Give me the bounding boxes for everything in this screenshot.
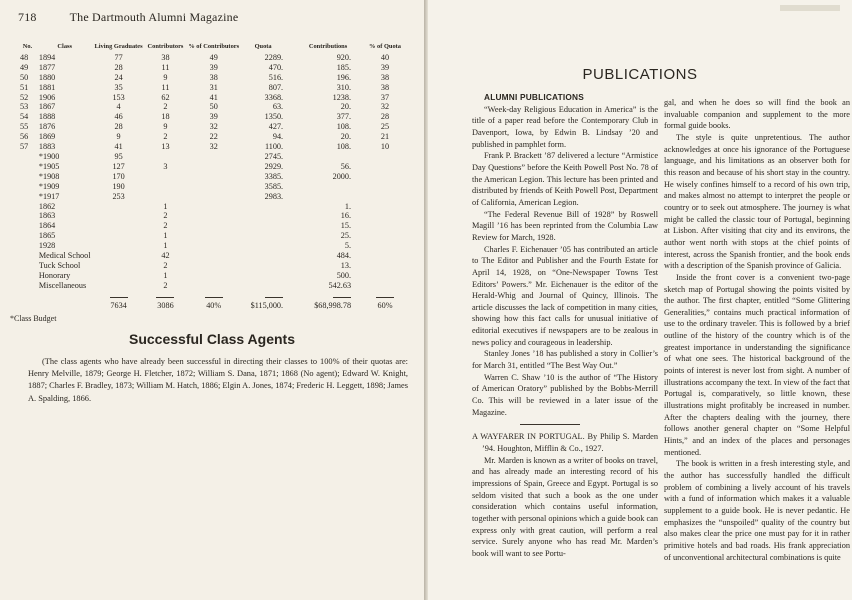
table-cell: 1869 (38, 132, 56, 142)
table-cell (18, 231, 37, 241)
col-header: No. (22, 43, 33, 50)
table-cell: 46 (114, 112, 123, 122)
table-cell: 39 (209, 62, 218, 72)
table-row (18, 132, 403, 142)
table-row (18, 241, 403, 251)
paragraph: “The Federal Revenue Bill of 1928” by Roswell Magill ’16 has been reprinted from the Columbia Law Review for March, 1928. (472, 209, 658, 242)
table-cell (367, 202, 403, 212)
table-cell: 1350. (264, 112, 284, 122)
table-cell: 2 (163, 260, 168, 270)
table-cell: 196. (336, 72, 352, 82)
table-cell (241, 281, 303, 291)
table-cell (241, 221, 303, 231)
table-cell: 1863 (38, 211, 56, 221)
table-cell: 127 (112, 161, 125, 171)
table-cell (241, 231, 303, 241)
table-cell (367, 261, 403, 271)
table-cell: 2 (163, 132, 168, 142)
table-cell (186, 271, 241, 281)
table-cell (303, 182, 367, 192)
table-cell: 2 (163, 221, 168, 231)
table-cell: 11 (161, 82, 170, 92)
table-cell (367, 162, 403, 172)
table-cell: 18 (161, 112, 170, 122)
table-cell: 3368. (264, 92, 284, 102)
table-cell (18, 182, 37, 192)
footnote: *Class Budget (10, 314, 57, 323)
table-cell: 484. (336, 251, 352, 261)
table-cell (367, 211, 403, 221)
table-cell: 42 (161, 251, 170, 261)
table-cell: 55 (20, 122, 29, 132)
table-cell: 24 (114, 72, 123, 82)
table-cell: 38 (380, 72, 390, 82)
table-cell: 807. (268, 82, 284, 92)
table-cell: 1883 (38, 142, 56, 152)
table-cell: 38 (161, 52, 170, 62)
table-cell (241, 202, 303, 212)
table-cell: 56. (340, 161, 352, 171)
table-cell: 3 (163, 161, 168, 171)
table-cell: 1876 (38, 122, 56, 132)
table-cell (367, 231, 403, 241)
table-cell: 11 (161, 62, 170, 72)
table-cell: *1917 (38, 191, 60, 201)
review-heading: A WAYFARER IN PORTUGAL. By Philip S. Marden ’94. Houghton, Mifflin & Co., 1927. (472, 432, 658, 454)
table-cell (18, 172, 37, 182)
table-cell (186, 192, 241, 202)
table-cell: 62 (161, 92, 170, 102)
table-cell: 39 (209, 112, 218, 122)
table-cell: 190 (112, 181, 125, 191)
table-cell: 1 (163, 231, 168, 241)
totals-row (18, 301, 403, 311)
table-row (18, 112, 403, 122)
table-cell: 94. (272, 132, 284, 142)
total-rule-row (18, 291, 403, 301)
table-cell (18, 162, 37, 172)
table-cell: 9 (163, 72, 168, 82)
table-cell: 50 (209, 102, 218, 112)
table-cell (367, 192, 403, 202)
table-cell: 1865 (38, 231, 56, 241)
table-cell (145, 152, 187, 162)
table-cell: 2289. (264, 52, 284, 62)
table-cell (186, 202, 241, 212)
table-cell (186, 221, 241, 231)
table-cell (145, 192, 187, 202)
table-row (18, 271, 403, 281)
table-cell (93, 211, 145, 221)
table-cell (18, 281, 37, 291)
table-cell (145, 182, 187, 192)
table-cell: 77 (114, 52, 123, 62)
table-cell: 1864 (38, 221, 56, 231)
paragraph: Warren C. Shaw ’10 is the author of “The History of American Oratory” published by the Bobbs-Merrill Co. This will be reviewed in a later issue of the Magazine. (472, 372, 658, 417)
col-header: Contributions (308, 43, 348, 50)
table-cell: 427. (268, 122, 284, 132)
left-page (0, 0, 424, 600)
table-cell: 9 (116, 132, 121, 142)
table-cell (18, 261, 37, 271)
table-cell: 1888 (38, 112, 56, 122)
table-cell: 16. (340, 211, 352, 221)
table-cell: 5. (344, 241, 352, 251)
table-cell: 20. (340, 132, 352, 142)
table-cell (186, 172, 241, 182)
table-cell: 1100. (264, 142, 284, 152)
table-row (18, 211, 403, 221)
table-cell (18, 241, 37, 251)
table-cell: 170 (112, 171, 125, 181)
divider (520, 424, 580, 425)
table-cell: 153 (112, 92, 125, 102)
table-cell (18, 221, 37, 231)
total-cell: 60% (377, 300, 393, 310)
table-cell (18, 152, 37, 162)
table-cell: 108. (336, 142, 352, 152)
table-cell (367, 251, 403, 261)
table-cell (303, 192, 367, 202)
table-cell: 2983. (264, 191, 284, 201)
table-cell: 377. (336, 112, 352, 122)
table-cell (18, 211, 37, 221)
table-cell: 48 (20, 52, 29, 62)
table-cell (145, 172, 187, 182)
table-cell: 542.63 (328, 280, 352, 290)
table-cell (186, 152, 241, 162)
table-row (18, 53, 403, 63)
table-cell: 2745. (264, 151, 284, 161)
table-cell: 41 (114, 142, 123, 152)
table-cell (93, 261, 145, 271)
table-cell: 470. (268, 62, 284, 72)
table-cell: 920. (336, 52, 352, 62)
table-cell: Tuck School (38, 260, 81, 270)
table-cell: 2000. (332, 171, 352, 181)
section-text: (The class agents who have already been successful in directing their classes to 100% of their quotas are: Henry Melville, 1879; George H. Fletcher, 1872; William S. Dana, 1871; 1868 (No agent); Edward W. Knight, 1887; Charles F. Bradley, 1873; William M. Hatch, 1886; Elgin A. Jones, 1874; Frederic H. Leggett, 1898; James A. Spalding, 1866. (28, 357, 408, 403)
table-cell: 253 (112, 191, 125, 201)
table-row (18, 202, 403, 212)
table-cell: 2 (163, 211, 168, 221)
table-cell: 57 (20, 142, 29, 152)
paragraph: Inside the front cover is a convenient two-page sketch map of Portugal showing the points visited by the author. The first chapter, entitled “Some Glittering Generalities,” contains much practical information of use to the ordinary traveler. This is followed by a brief outline of the history of the country which is of the greatest importance in understanding the significance of what one sees. The historical background of the points of interest is never lost from sight. A number of illustrations accompany the text. In view of the fact that Portugal is, comparatively, so little known, these illustrations might profitably be increased in number. After the chapters dealing with the journey, there follows another general chapter on “Some Helpful Hints,” and an index of the places and personages mentioned. (664, 272, 850, 457)
table-cell (93, 251, 145, 261)
table-cell (18, 271, 37, 281)
table-cell: 31 (209, 82, 218, 92)
table-cell (303, 152, 367, 162)
table-cell: 4 (116, 102, 121, 112)
table-cell: 9 (163, 122, 168, 132)
running-header (18, 10, 238, 25)
table-cell: 1 (163, 201, 168, 211)
table-cell: 1877 (38, 62, 56, 72)
table-cell: 53 (20, 102, 29, 112)
table-cell: 63. (272, 102, 284, 112)
total-cell: $115,000. (250, 300, 284, 310)
table-cell: 54 (20, 112, 29, 122)
quota-table (18, 42, 403, 310)
paragraph: Stanley Jones ’18 has published a story in Collier’s for March 31, entitled “The Best Way Out.” (472, 349, 658, 371)
table-cell: 51 (20, 82, 29, 92)
table-cell (241, 241, 303, 251)
table-cell: *1900 (38, 151, 60, 161)
col-header: % of Contributors (188, 43, 240, 50)
table-body (18, 53, 403, 311)
table-row (18, 63, 403, 73)
table-cell: 185. (336, 62, 352, 72)
table-cell: 1 (163, 270, 168, 280)
col-header: Class (57, 43, 72, 50)
table-cell (241, 261, 303, 271)
table-cell: 10 (380, 142, 390, 152)
table-cell: 13. (340, 260, 352, 270)
table-cell: 13 (161, 142, 170, 152)
table-cell (93, 281, 145, 291)
table-cell (367, 172, 403, 182)
table-cell (93, 241, 145, 251)
table-cell: 1862 (38, 201, 56, 211)
table-cell (93, 221, 145, 231)
table-cell: *1908 (38, 171, 60, 181)
table-cell: 1880 (38, 72, 56, 82)
table-cell: 1894 (38, 52, 56, 62)
table-cell (18, 192, 37, 202)
table-cell: 38 (209, 72, 218, 82)
table-cell: 40 (380, 52, 390, 62)
running-head-title: The Dartmouth Alumni Magazine (69, 10, 239, 24)
table-row (18, 261, 403, 271)
table-row (18, 182, 403, 192)
table-cell: 1238. (332, 92, 352, 102)
col-header: Contributors (147, 43, 184, 50)
table-cell: 39 (380, 62, 390, 72)
table-cell: 37 (380, 92, 390, 102)
table-cell: *1905 (38, 161, 60, 171)
table-cell: 28 (114, 122, 123, 132)
table-cell: 25 (380, 122, 390, 132)
paragraph: gal, and when he does so will find the book an invaluable companion and supplement to the more formal guide books. (664, 98, 850, 131)
table-cell: Medical School (38, 251, 91, 261)
column-right (664, 97, 850, 563)
table-cell: 1867 (38, 102, 56, 112)
table-row (18, 83, 403, 93)
table-cell (367, 221, 403, 231)
table-cell: 28 (380, 112, 390, 122)
table-cell (186, 162, 241, 172)
section-title: Successful Class Agents (129, 331, 295, 347)
table-cell: 32 (209, 122, 218, 132)
table-row (18, 251, 403, 261)
table-cell: 41 (209, 92, 218, 102)
table-cell: 20. (340, 102, 352, 112)
table-cell: 310. (336, 82, 352, 92)
col-header: Living Graduates (94, 43, 143, 50)
table-row (18, 231, 403, 241)
right-page (428, 0, 852, 600)
table-cell: 32 (380, 102, 390, 112)
table-cell (186, 251, 241, 261)
paragraph: The style is quite unpretentious. The author acknowledges at once his ignorance of the Portuguese language, and his limitations as an observer both for this reason and because of his short stay in the country. He wisely confines himself to a record of his own trip, and makes almost no attempt to interpret the people or country or to seek out atmosphere. The journey is what might be called the classic tour of Portugal, beginning at Lisbon. After visiting that city and its environs, the author went north with stops at the chief points of interest, across the Spanish frontier, and the book ends with a description of the Spanish province of Galicia. (664, 132, 850, 271)
table-cell: 21 (380, 132, 390, 142)
page-title: PUBLICATIONS (582, 66, 698, 83)
paragraph: Charles F. Eichenauer ’05 has contributed an article to The Editor and Publisher and the Fourth Estate for April 14, 1928, on “One-Newspaper Towns Test Editors’ Powers.” Mr. Eichenauer is the editor of the Herald-Whig and Journal of Quincy, Illinois. The article discusses the lack of competition in many cities, showing how this fact calls for unusual initiative of editorial executives if newspapers are to be zealous in news policy and courageous in leadership. (472, 244, 658, 347)
subheading: ALUMNI PUBLICATIONS (484, 92, 584, 102)
table-cell: 3385. (264, 171, 284, 181)
table-cell: 516. (268, 72, 284, 82)
table-cell: 52 (20, 92, 29, 102)
table-cell: 1928 (38, 241, 56, 251)
table-cell (18, 251, 37, 261)
table-cell (186, 211, 241, 221)
table-cell (186, 182, 241, 192)
table-cell (186, 261, 241, 271)
paragraph: The book is written in a fresh interesting style, and the author has successfully handled the difficult problem of combining a lively account of his travels with a fund of information which makes it a valuable supplement to a guide book. He is never pedantic. He emphasizes the “unspoiled” quality of the country but also makes clear the price one must pay for it in rather primitive hotels and bad roads. His frank appreciation of unconventional architectural combinations is quite (664, 459, 850, 562)
table-cell (93, 231, 145, 241)
table-row (18, 102, 403, 112)
table-cell (186, 241, 241, 251)
total-cell: 7634 (110, 300, 127, 310)
table-cell: 56 (20, 132, 29, 142)
table-cell: 2929. (264, 161, 284, 171)
table-cell: *1909 (38, 181, 60, 191)
table-row (18, 172, 403, 182)
table-row (18, 93, 403, 103)
table-cell: 22 (209, 132, 218, 142)
table-cell (367, 241, 403, 251)
table-cell: 25. (340, 231, 352, 241)
table-row (18, 221, 403, 231)
table-row (18, 142, 403, 152)
table-cell: 49 (209, 52, 218, 62)
table-cell (241, 251, 303, 261)
table-cell: 38 (380, 82, 390, 92)
table-row (18, 122, 403, 132)
table-cell: 15. (340, 221, 352, 231)
table-cell: 3585. (264, 181, 284, 191)
paragraph: Mr. Marden is known as a writer of books on travel, and has already made an interesting record of his impressions of Spain, Greece and Egypt. Portugal is so seldom visited that such a book as the one under consideration which contains useful information, together with personal opinions which a guide book can express only with great caution, will perform a real service. Surely anyone who has read Mr. Marden’s book will want to see Portu- (472, 455, 658, 558)
table-cell: 35 (114, 82, 123, 92)
table-cell: 2 (163, 102, 168, 112)
table-cell (186, 231, 241, 241)
table-header-row (18, 42, 403, 53)
table-cell: 1906 (38, 92, 56, 102)
faded-header-mark (780, 5, 840, 11)
table-cell (367, 182, 403, 192)
paragraph: Frank P. Brackett ’87 delivered a lecture “Armistice Day Questions” before the Keith Powell Post No. 78 of the American Legion. This lecture has been printed and distributed by friends of Keith Powell Post, Department of California, American Legion. (472, 151, 658, 207)
table-cell: 1 (163, 241, 168, 251)
table-cell: Honorary (38, 270, 71, 280)
col-header: Quota (254, 43, 272, 50)
table-cell (93, 202, 145, 212)
total-cell: 40% (206, 300, 222, 310)
table-cell: 500. (336, 270, 352, 280)
col-header: % of Quota (369, 43, 401, 50)
table-row (18, 192, 403, 202)
table-row (18, 152, 403, 162)
table-cell: 108. (336, 122, 352, 132)
table-cell (93, 271, 145, 281)
table-row (18, 162, 403, 172)
total-cell: $68,998.78 (314, 300, 352, 310)
table-cell (367, 271, 403, 281)
table-cell (367, 281, 403, 291)
table-cell: Miscellaneous (38, 280, 87, 290)
table-row (18, 73, 403, 83)
table-cell: 1881 (38, 82, 56, 92)
table-cell: 50 (20, 72, 29, 82)
page-number: 718 (18, 10, 37, 24)
table-cell: 28 (114, 62, 123, 72)
table-row (18, 281, 403, 291)
table-cell (367, 152, 403, 162)
table-cell (186, 281, 241, 291)
table-cell (241, 271, 303, 281)
table-cell: 32 (209, 142, 218, 152)
total-cell (18, 301, 37, 311)
paragraph: “Week-day Religious Education in America” is the title of a paper read before the Contemporary Club in Davenport, Iowa, by Edwin B. Lindsay ’20 and published in pamphlet form. (472, 104, 658, 149)
table-cell (18, 202, 37, 212)
total-cell (37, 301, 93, 311)
table-cell: 95 (114, 151, 123, 161)
table-cell: 1. (344, 201, 352, 211)
table-cell: 2 (163, 280, 168, 290)
table-cell (241, 211, 303, 221)
total-cell: 3086 (157, 300, 174, 310)
column-left (472, 92, 658, 560)
table-cell: 49 (20, 62, 29, 72)
